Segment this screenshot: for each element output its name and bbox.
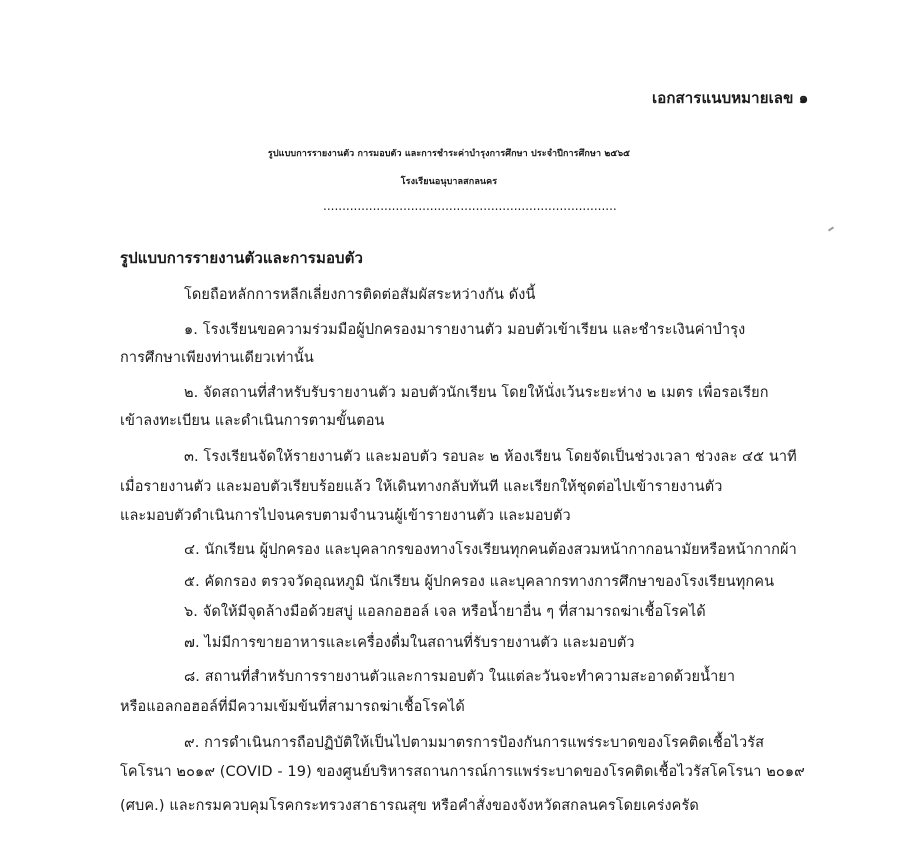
item-8-line-2: หรือแอลกอฮอล์ที่มีความเข้มข้นที่สามารถฆ่าเชื้อโรคได้ bbox=[120, 699, 465, 715]
school-name: โรงเรียนอนุบาลสกลนคร bbox=[400, 177, 498, 187]
item-7-line-1: ๗. ไม่มีการขายอาหารและเครื่องดื่มในสถานที่รับรายงานตัว และมอบตัว bbox=[184, 635, 635, 651]
item-3-line-2: เมื่อรายงานตัว และมอบตัวเรียบร้อยแล้ว ให้เดินทางกลับทันที และเรียกให้ชุดต่อไปเข้ารายงานตัว bbox=[120, 479, 723, 495]
intro-paragraph: โดยถือหลักการหลีกเลี่ยงการติดต่อสัมผัสระหว่างกัน ดังนี้ bbox=[184, 287, 536, 303]
item-6-line-1: ๖. จัดให้มีจุดล้างมือด้วยสบู่ แอลกอฮอล์ เจล หรือน้ำยาอื่น ๆ ที่สามารถฆ่าเชื้อโรคได้ bbox=[184, 604, 706, 620]
item-9-line-3: (ศบค.) และกรมควบคุมโรคกระทรวงสาธารณสุข หรือคำสั่งของจังหวัดสกลนครโดยเคร่งครัด bbox=[120, 798, 699, 814]
dotted-separator: ............................................................................. bbox=[323, 199, 617, 213]
item-3-line-1: ๓. โรงเรียนจัดให้รายงานตัว และมอบตัว รอบละ ๒ ห้องเรียน โดยจัดเป็นช่วงเวลา ช่วงละ ๔๕ นาที bbox=[184, 449, 797, 465]
item-1-line-1: ๑. โรงเรียนขอความร่วมมือผู้ปกครองมารายงานตัว มอบตัวเข้าเรียน และชำระเงินค่าบำรุง bbox=[184, 322, 746, 338]
item-1-line-2: การศึกษาเพียงท่านเดียวเท่านั้น bbox=[120, 350, 314, 366]
item-9-line-2: โคโรนา ๒๐๑๙ (COVID - 19) ของศูนย์บริหารสถานการณ์การแพร่ระบาดของโรคติดเชื้อไวรัสโคโรนา ๒๐๑๙ bbox=[120, 764, 805, 780]
section-heading: รูปแบบการรายงานตัวและการมอบตัว bbox=[120, 249, 364, 267]
item-3-line-3: และมอบตัวดำเนินการไปจนครบตามจำนวนผู้เข้ารายงานตัว และมอบตัว bbox=[120, 508, 571, 524]
document-title: รูปแบบการรายงานตัว การมอบตัว และการชำระค่าบำรุงการศึกษา ประจำปีการศึกษา ๒๕๖๕ bbox=[267, 149, 631, 159]
item-5-line-1: ๕. คัดกรอง ตรวจวัดอุณหภูมิ นักเรียน ผู้ปกครอง และบุคลากรทางการศึกษาของโรงเรียนทุกคน bbox=[184, 574, 775, 590]
attachment-number: เอกสารแนบหมายเลข ๑ bbox=[652, 89, 809, 107]
item-2-line-1: ๒. จัดสถานที่สำหรับรับรายงานตัว มอบตัวนักเรียน โดยให้นั่งเว้นระยะห่าง ๒ เมตร เพื่อรอเรียก bbox=[184, 385, 769, 401]
item-9-line-1: ๙. การดำเนินการถือปฏิบัติให้เป็นไปตามมาตรการป้องกันการแพร่ระบาดของโรคติดเชื้อไวรัส bbox=[184, 735, 765, 751]
item-2-line-2: เข้าลงทะเบียน และดำเนินการตามขั้นตอน bbox=[120, 413, 385, 429]
scan-speck bbox=[828, 226, 834, 231]
item-8-line-1: ๘. สถานที่สำหรับการรายงานตัวและการมอบตัว ในแต่ละวันจะทำความสะอาดด้วยน้ำยา bbox=[184, 669, 736, 685]
item-4-line-1: ๔. นักเรียน ผู้ปกครอง และบุคลากรของทางโรงเรียนทุกคนต้องสวมหน้ากากอนามัยหรือหน้ากากผ้า bbox=[184, 542, 797, 558]
